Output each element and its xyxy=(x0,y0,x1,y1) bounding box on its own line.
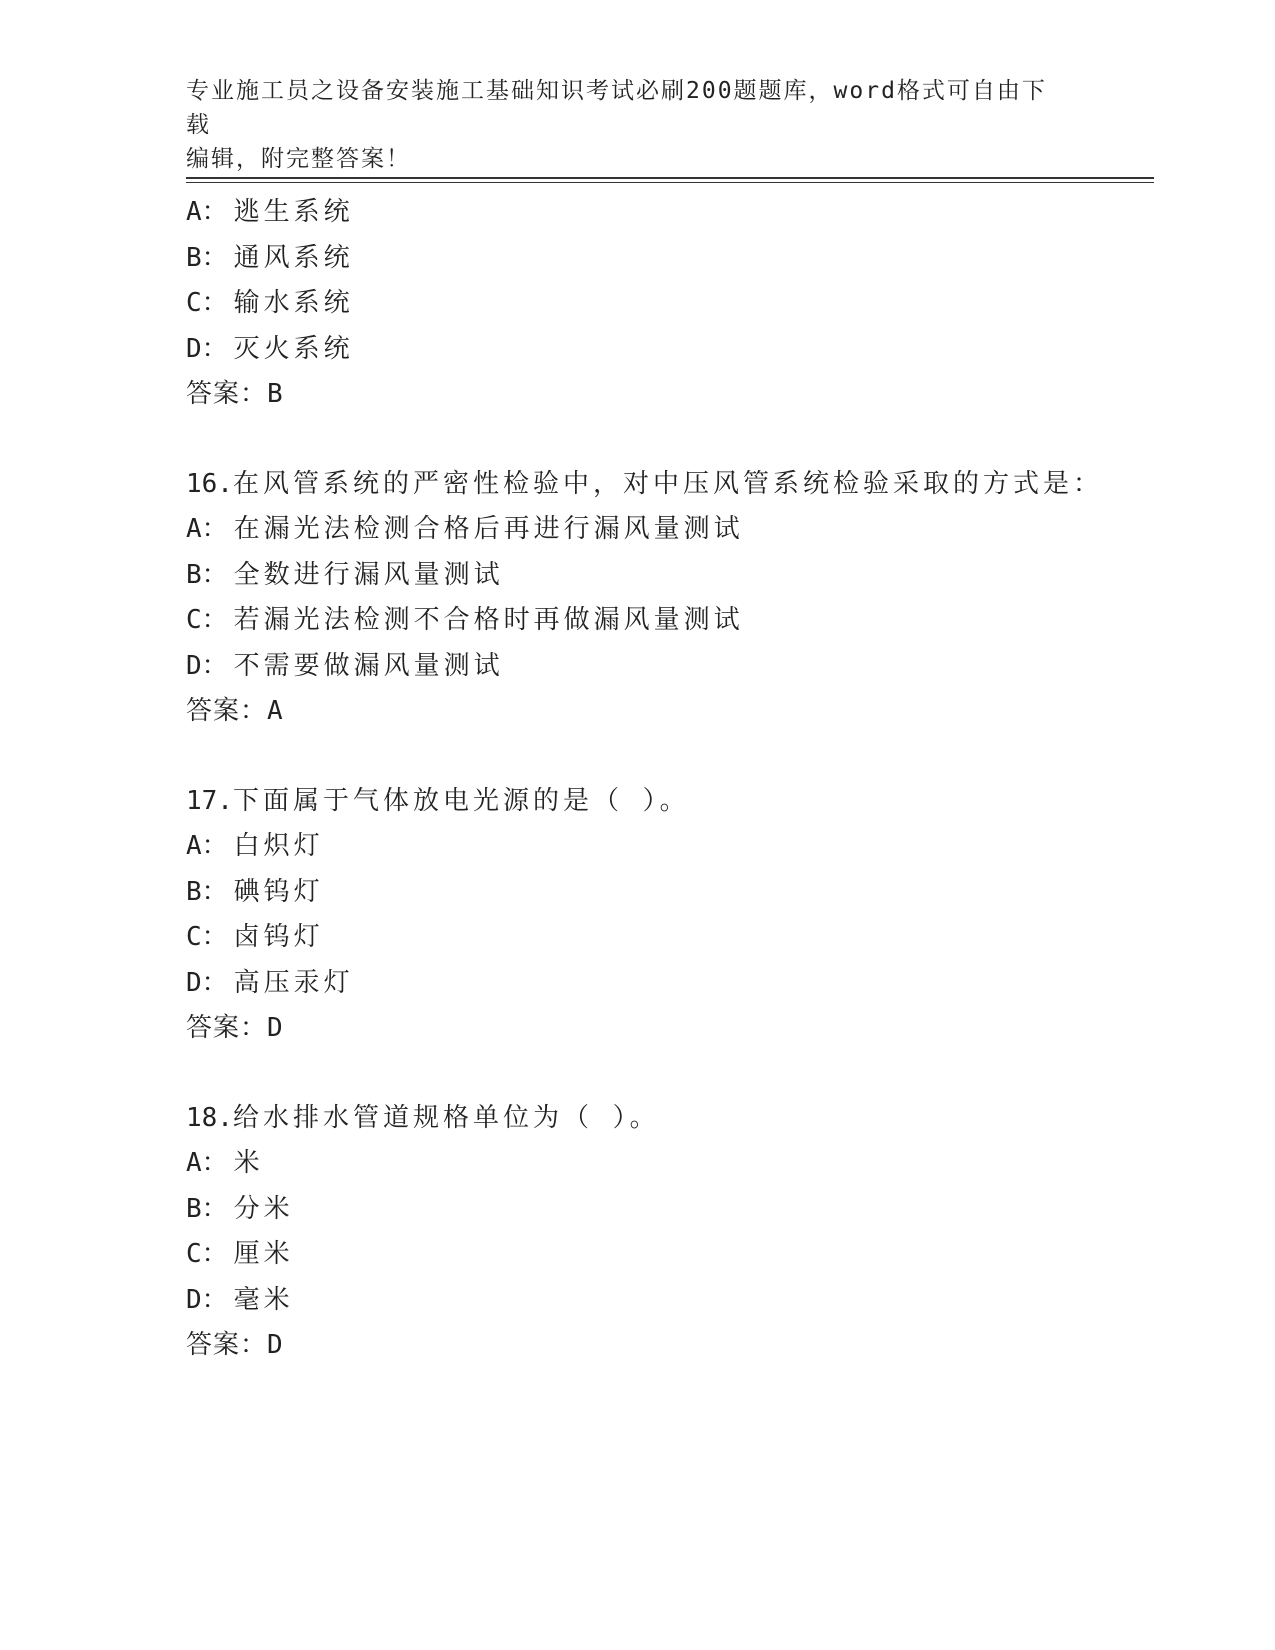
option-letter: B： xyxy=(186,242,228,273)
option-a xyxy=(186,824,1166,870)
option-text: 米 xyxy=(233,1148,264,1178)
option-text: 通风系统 xyxy=(233,242,354,273)
option-b xyxy=(186,236,1166,282)
answer-value: B xyxy=(267,379,283,409)
option-text: 在漏光法检测合格后再进行漏风量测试 xyxy=(233,514,744,544)
option-text: 卤钨灯 xyxy=(233,922,324,952)
header-title-line-1: 专业施工员之设备安装施工基础知识考试必刷200题题库，word格式可自由下载 xyxy=(186,78,1047,138)
option-letter: A： xyxy=(186,831,228,861)
option-letter: B： xyxy=(186,1193,228,1224)
answer-label: 答案： xyxy=(186,696,268,726)
question-text: 下面属于气体放电光源的是（ ）。 xyxy=(232,785,690,816)
option-text: 不需要做漏风量测试 xyxy=(233,650,504,681)
option-c xyxy=(186,281,1166,327)
option-letter: C： xyxy=(186,288,228,318)
option-c xyxy=(186,915,1166,961)
question-text: 在风管系统的严密性检验中，对中压风管系统检验采取的方式是： xyxy=(232,468,1103,499)
question-block xyxy=(186,779,1166,1052)
option-text: 高压汞灯 xyxy=(233,967,354,998)
answer-value: A xyxy=(267,696,283,726)
option-c xyxy=(186,598,1166,644)
option-letter: B： xyxy=(186,559,228,590)
answer-line xyxy=(186,372,1166,418)
document-header xyxy=(186,74,1066,176)
header-divider-thick xyxy=(186,177,1154,179)
option-letter: D： xyxy=(186,1284,228,1315)
option-a xyxy=(186,190,1166,236)
option-letter: A： xyxy=(186,1148,228,1178)
question-spacer xyxy=(186,418,1166,462)
option-letter: A： xyxy=(186,514,228,544)
question-spacer xyxy=(186,735,1166,779)
answer-label: 答案： xyxy=(186,1013,268,1043)
question-number: 16. xyxy=(186,468,233,499)
option-a xyxy=(186,507,1166,553)
question-block xyxy=(186,462,1166,735)
question-block xyxy=(186,1096,1166,1369)
question-text: 给水排水管道规格单位为（ ）。 xyxy=(232,1102,660,1133)
option-d xyxy=(186,1278,1166,1324)
option-text: 分米 xyxy=(233,1193,294,1224)
answer-value: D xyxy=(267,1330,283,1360)
option-letter: C： xyxy=(186,922,228,952)
option-letter: A： xyxy=(186,197,228,227)
question-stem xyxy=(186,779,1166,825)
option-b xyxy=(186,1187,1166,1233)
option-text: 灭火系统 xyxy=(233,333,354,364)
option-d xyxy=(186,644,1166,690)
option-letter: B： xyxy=(186,876,228,907)
option-a xyxy=(186,1141,1166,1187)
answer-line xyxy=(186,1323,1166,1369)
header-title-line-2: 编辑，附完整答案！ xyxy=(186,146,411,172)
option-text: 毫米 xyxy=(233,1284,294,1315)
option-letter: D： xyxy=(186,967,228,998)
option-text: 全数进行漏风量测试 xyxy=(233,559,504,590)
question-number: 18. xyxy=(186,1102,233,1133)
option-letter: D： xyxy=(186,333,228,364)
answer-line xyxy=(186,1006,1166,1052)
option-b xyxy=(186,870,1166,916)
option-text: 碘钨灯 xyxy=(233,876,324,907)
option-text: 逃生系统 xyxy=(233,197,354,227)
option-text: 若漏光法检测不合格时再做漏风量测试 xyxy=(233,605,744,635)
option-text: 白炽灯 xyxy=(233,831,324,861)
question-block xyxy=(186,190,1166,418)
header-divider-thin xyxy=(186,182,1154,183)
question-number: 17. xyxy=(186,785,233,816)
option-b xyxy=(186,553,1166,599)
option-d xyxy=(186,327,1166,373)
question-spacer xyxy=(186,1052,1166,1096)
option-letter: C： xyxy=(186,605,228,635)
option-letter: C： xyxy=(186,1239,228,1269)
option-text: 厘米 xyxy=(233,1239,294,1269)
question-list xyxy=(186,190,1166,1369)
option-text: 输水系统 xyxy=(233,288,354,318)
question-stem xyxy=(186,462,1166,508)
answer-line xyxy=(186,689,1166,735)
option-letter: D： xyxy=(186,650,228,681)
option-d xyxy=(186,961,1166,1007)
answer-value: D xyxy=(267,1013,283,1043)
option-c xyxy=(186,1232,1166,1278)
answer-label: 答案： xyxy=(186,379,268,409)
question-stem xyxy=(186,1096,1166,1142)
answer-label: 答案： xyxy=(186,1330,268,1360)
